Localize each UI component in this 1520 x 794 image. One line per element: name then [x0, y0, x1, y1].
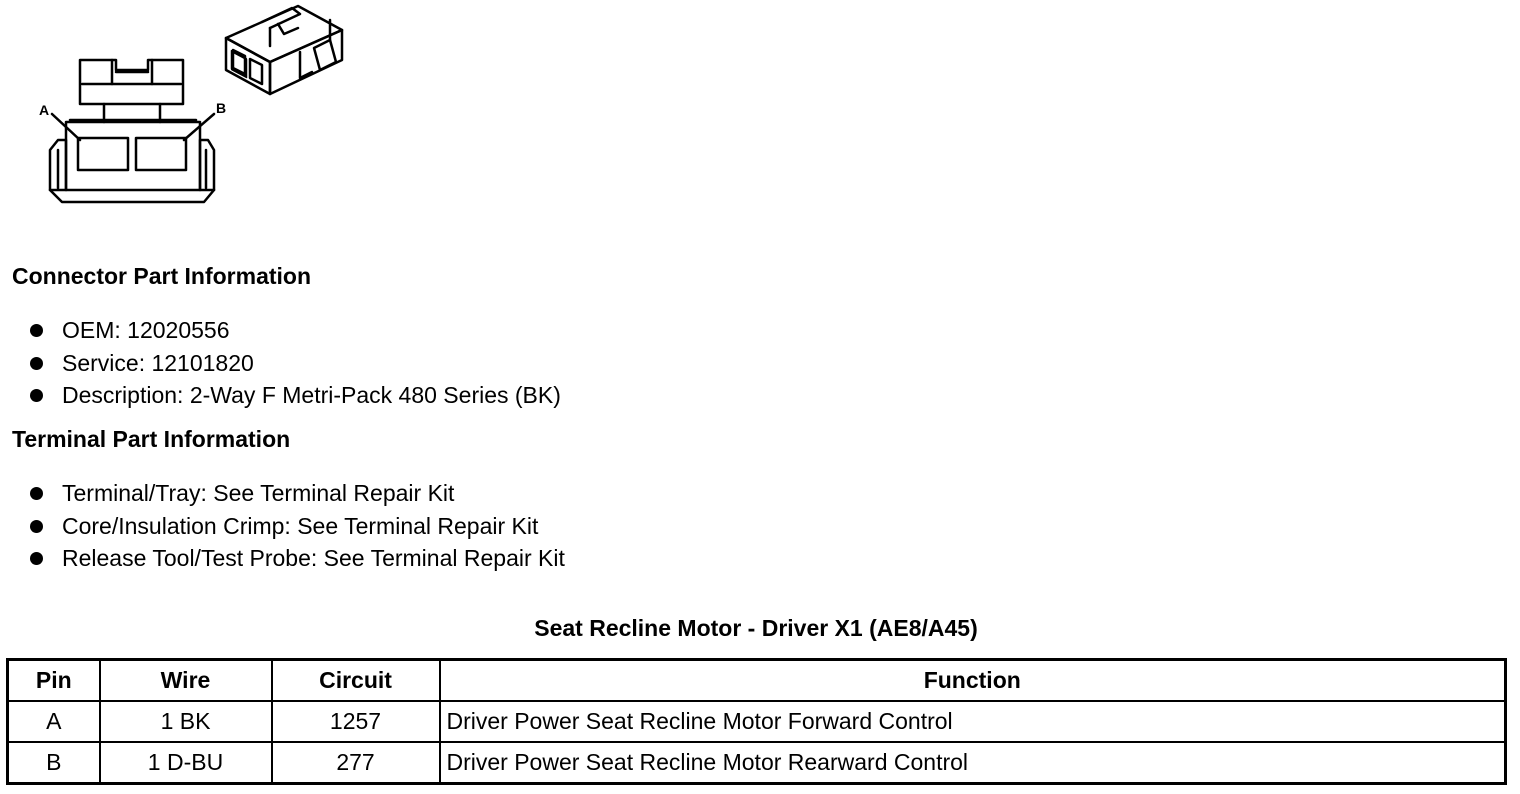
pin-table-title: Seat Recline Motor - Driver X1 (AE8/A45) — [534, 615, 978, 641]
list-item — [28, 314, 561, 347]
terminal-part-heading: Terminal Part Information — [12, 426, 291, 452]
list-item — [28, 477, 565, 510]
header-circuit: Circuit — [272, 660, 440, 702]
header-pin: Pin — [8, 660, 100, 702]
connector-iso-view — [226, 6, 342, 94]
bullet-icon — [30, 520, 43, 533]
connector-part-list — [28, 314, 561, 412]
pin-label-a: A — [39, 102, 50, 118]
cell-wire: 1 D-BU — [100, 742, 272, 784]
terminal-crimp: Core/Insulation Crimp: See Terminal Repair Kit — [62, 512, 539, 539]
table-header-row — [8, 660, 1506, 702]
list-item — [28, 347, 561, 380]
pin-label-b: B — [216, 100, 227, 116]
bullet-icon — [30, 552, 43, 565]
connector-part-heading: Connector Part Information — [12, 263, 312, 289]
connector-oem: OEM: 12020556 — [62, 317, 230, 343]
terminal-tray: Terminal/Tray: See Terminal Repair Kit — [62, 480, 455, 506]
bullet-icon — [30, 487, 43, 500]
pin-table — [6, 658, 1507, 785]
connector-service: Service: 12101820 — [62, 349, 254, 376]
cell-circuit: 1257 — [272, 701, 440, 742]
cell-function: Driver Power Seat Recline Motor Forward Control — [440, 701, 1506, 742]
bullet-icon — [30, 357, 43, 370]
list-item — [28, 379, 561, 412]
bullet-icon — [30, 324, 43, 337]
table-row — [8, 701, 1506, 742]
connector-illustration — [0, 0, 360, 215]
header-wire: Wire — [100, 660, 272, 702]
header-function: Function — [440, 660, 1506, 702]
connector-description: Description: 2-Way F Metri-Pack 480 Series (BK) — [62, 382, 561, 409]
list-item — [28, 510, 565, 543]
cell-function: Driver Power Seat Recline Motor Rearward Control — [440, 742, 1506, 784]
cell-circuit: 277 — [272, 742, 440, 784]
table-row — [8, 742, 1506, 784]
connector-front-view — [50, 60, 214, 202]
list-item — [28, 542, 565, 575]
cell-pin: B — [8, 742, 100, 784]
cell-wire: 1 BK — [100, 701, 272, 742]
cell-pin: A — [8, 701, 100, 742]
terminal-release-tool: Release Tool/Test Probe: See Terminal Repair Kit — [62, 545, 565, 572]
terminal-part-list — [28, 477, 565, 575]
bullet-icon — [30, 389, 43, 402]
